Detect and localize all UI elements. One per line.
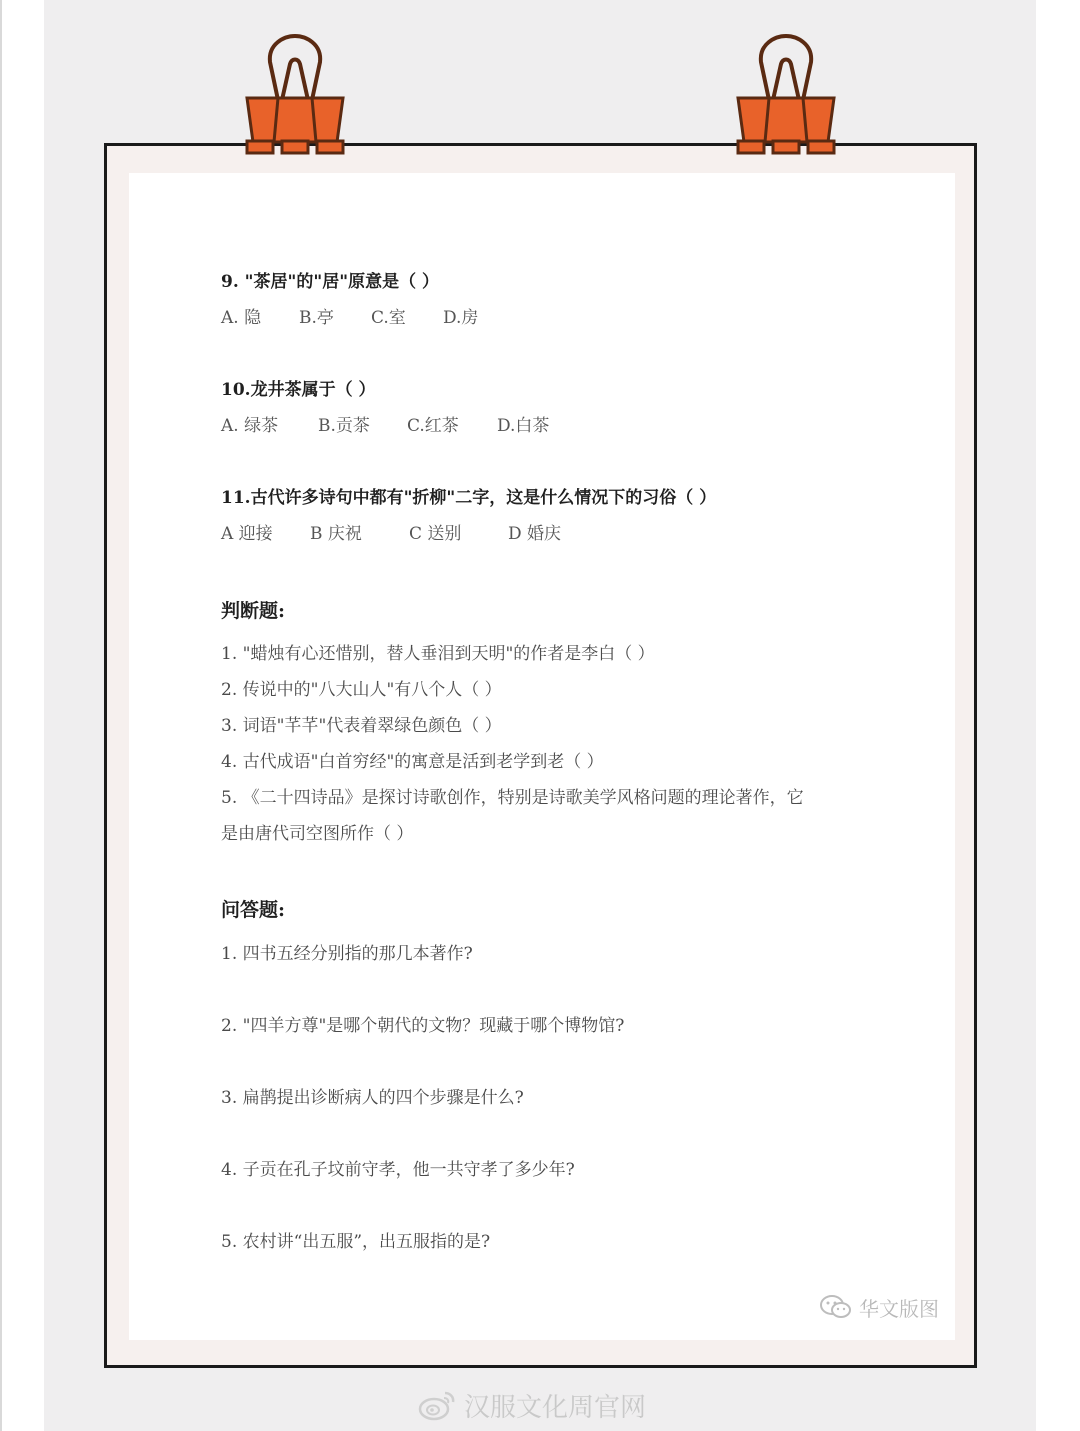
qa-item: 4. 子贡在孔子坟前守孝，他一共守孝了多少年? [221,1160,575,1180]
option-c: C 送别 [409,524,462,544]
watermark-inner-text: 华文版图 [859,1296,939,1321]
watermark-outer-text: 汉服文化周官网 [464,1392,647,1423]
judgement-item: 4. 古代成语"白首穷经"的寓意是活到老学到老（ ） [221,752,604,772]
qa-item: 5. 农村讲“出五服”，出五服指的是? [221,1232,491,1252]
question-11-title: 11.古代许多诗句中都有"折柳"二字，这是什么情况下的习俗（ ） [221,488,717,508]
question-9-title: 9. "茶居"的"居"原意是（ ） [221,272,440,292]
judgement-item: 1. "蜡烛有心还惜别，替人垂泪到天明"的作者是李白（ ） [221,644,655,664]
option-c: C.室 [371,308,406,328]
question-9-options [221,303,478,328]
option-c: C.红茶 [407,416,459,436]
watermark-inner [819,1292,939,1322]
paper-frame [104,143,977,1368]
qa-item: 3. 扁鹊提出诊断病人的四个步骤是什么? [221,1088,524,1108]
paper-sheet [129,173,955,1340]
judgement-item-continued: 是由唐代司空图所作（ ） [221,824,414,844]
watermark-outer [418,1385,646,1425]
judgement-item: 5. 《二十四诗品》是探讨诗歌创作，特别是诗歌美学风格问题的理论著作，它 [221,788,804,808]
option-a: A. 隐 [221,308,262,328]
option-d: D 婚庆 [508,524,562,544]
weibo-icon [418,1389,456,1421]
binder-clip-icon [244,34,346,158]
option-b: B 庆祝 [310,524,362,544]
option-a: A 迎接 [221,524,273,544]
option-a: A. 绿茶 [221,416,279,436]
option-b: B.亭 [299,308,334,328]
question-11-options [221,519,561,544]
question-10-options [221,411,549,436]
qa-heading: 问答题: [221,899,286,921]
qa-item: 1. 四书五经分别指的那几本著作? [221,944,473,964]
question-10-title: 10.龙井茶属于（ ） [221,380,376,400]
qa-item: 2. "四羊方尊"是哪个朝代的文物？现藏于哪个博物馆? [221,1016,625,1036]
wechat-icon [819,1294,853,1320]
option-d: D.房 [443,308,479,328]
option-d: D.白茶 [497,416,550,436]
judgement-item: 2. 传说中的"八大山人"有八个人（ ） [221,680,502,700]
judgement-item: 3. 词语"芊芊"代表着翠绿色颜色（ ） [221,716,502,736]
binder-clip-icon [735,34,837,158]
left-divider [0,0,2,1431]
judgement-heading: 判断题: [221,600,286,622]
option-b: B.贡茶 [318,416,370,436]
